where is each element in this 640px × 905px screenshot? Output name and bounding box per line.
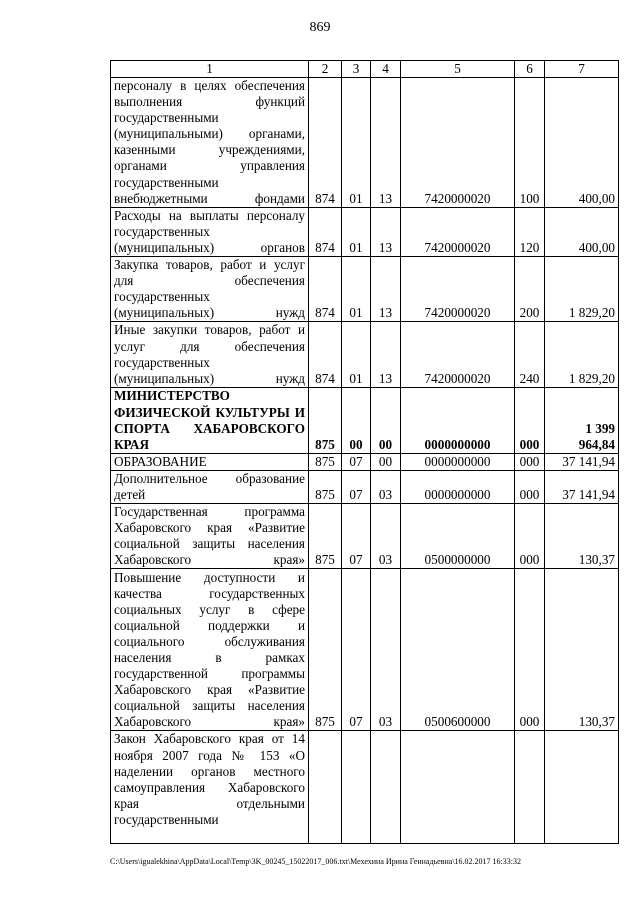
row-code-4: 03	[371, 470, 401, 503]
row-name: Иные закупки товаров, работ и услуг для обеспечения государственных (муниципальных) нужд	[111, 322, 309, 387]
row-code-3: 07	[342, 470, 371, 503]
row-code-5: 0500000000	[401, 504, 515, 569]
row-name: Повышение доступности и качества государственных социальных услуг в сфере социальной поддержки и социального обслуживания населения в рамках государственной программы Хабаровского края «Развитие социальной защиты населения Хабаровского края»	[111, 569, 309, 731]
row-code-4: 03	[371, 504, 401, 569]
table-row	[111, 387, 619, 453]
file-path-footer: C:\Users\igualekhina\AppData\Local\Temp\3K_00245_15022017_006.txt\Мехехина Ирина Геннадьевна\16.02.2017 16:33:32	[110, 857, 521, 866]
header-cell: 5	[401, 61, 515, 78]
row-amount: 37 141,94	[545, 453, 619, 470]
row-code-2: 875	[309, 470, 342, 503]
row-code-6: 000	[515, 453, 545, 470]
row-code-6: 000	[515, 470, 545, 503]
row-amount: 130,37	[545, 569, 619, 731]
row-code-4: 13	[371, 322, 401, 387]
row-code-6: 000	[515, 504, 545, 569]
row-code-3	[342, 731, 371, 844]
row-code-2: 875	[309, 453, 342, 470]
row-amount: 400,00	[545, 78, 619, 208]
table-row	[111, 453, 619, 470]
row-code-2: 874	[309, 207, 342, 256]
row-name: ОБРАЗОВАНИЕ	[111, 453, 309, 470]
table-row	[111, 78, 619, 208]
row-code-2: 875	[309, 504, 342, 569]
row-code-5: 7420000020	[401, 257, 515, 322]
table-row	[111, 257, 619, 322]
row-code-2: 875	[309, 387, 342, 453]
row-code-4: 00	[371, 387, 401, 453]
row-code-2: 874	[309, 257, 342, 322]
row-code-5: 0000000000	[401, 453, 515, 470]
header-cell: 7	[545, 61, 619, 78]
row-code-2: 875	[309, 569, 342, 731]
row-name: Дополнительное образование детей	[111, 470, 309, 503]
row-code-3: 01	[342, 257, 371, 322]
row-code-6: 120	[515, 207, 545, 256]
row-code-3: 07	[342, 504, 371, 569]
row-amount: 1 829,20	[545, 257, 619, 322]
row-code-5	[401, 731, 515, 844]
row-amount	[545, 731, 619, 844]
row-code-4	[371, 731, 401, 844]
row-amount: 1 829,20	[545, 322, 619, 387]
row-name: Расходы на выплаты персоналу государственных (муниципальных) органов	[111, 207, 309, 256]
row-code-4: 00	[371, 453, 401, 470]
row-code-5: 7420000020	[401, 78, 515, 208]
row-amount: 37 141,94	[545, 470, 619, 503]
row-code-5: 7420000020	[401, 207, 515, 256]
row-amount: 1 399 964,84	[545, 387, 619, 453]
row-name: Закон Хабаровского края от 14 ноября 2007 года № 153 «О наделении органов местного самоуправления Хабаровского края отдельными государственными	[111, 731, 309, 844]
row-code-3: 07	[342, 453, 371, 470]
row-code-5: 0500600000	[401, 569, 515, 731]
table-header-row	[111, 61, 619, 78]
row-code-4: 03	[371, 569, 401, 731]
header-cell: 6	[515, 61, 545, 78]
row-code-3: 00	[342, 387, 371, 453]
row-name: Закупка товаров, работ и услуг для обеспечения государственных (муниципальных) нужд	[111, 257, 309, 322]
table-row	[111, 569, 619, 731]
table-row	[111, 207, 619, 256]
row-amount: 400,00	[545, 207, 619, 256]
header-cell: 3	[342, 61, 371, 78]
row-code-2: 874	[309, 322, 342, 387]
row-amount: 130,37	[545, 504, 619, 569]
row-name: Государственная программа Хабаровского края «Развитие социальной защиты населения Хабаровского края»	[111, 504, 309, 569]
table-row	[111, 470, 619, 503]
row-code-6: 000	[515, 569, 545, 731]
header-cell: 2	[309, 61, 342, 78]
row-code-5: 0000000000	[401, 387, 515, 453]
row-code-6: 000	[515, 387, 545, 453]
row-code-3: 01	[342, 78, 371, 208]
row-code-3: 07	[342, 569, 371, 731]
row-code-6: 100	[515, 78, 545, 208]
row-code-3: 01	[342, 207, 371, 256]
header-cell: 1	[111, 61, 309, 78]
row-code-2: 874	[309, 78, 342, 208]
table-row	[111, 504, 619, 569]
table-row	[111, 731, 619, 844]
row-name: персоналу в целях обеспечения выполнения функций государственными (муниципальными) органами, казенными учреждениями, органами управления государственными внебюджетными фондами	[111, 78, 309, 208]
row-code-2	[309, 731, 342, 844]
row-code-4: 13	[371, 257, 401, 322]
row-code-5: 0000000000	[401, 470, 515, 503]
row-code-6: 240	[515, 322, 545, 387]
budget-table	[110, 60, 619, 844]
row-code-4: 13	[371, 78, 401, 208]
row-code-5: 7420000020	[401, 322, 515, 387]
row-code-6: 200	[515, 257, 545, 322]
header-cell: 4	[371, 61, 401, 78]
row-code-6	[515, 731, 545, 844]
row-name: МИНИСТЕРСТВО ФИЗИЧЕСКОЙ КУЛЬТУРЫ И СПОРТА ХАБАРОВСКОГО КРАЯ	[111, 387, 309, 453]
table-row	[111, 322, 619, 387]
row-code-4: 13	[371, 207, 401, 256]
page-number: 869	[309, 20, 331, 35]
row-code-3: 01	[342, 322, 371, 387]
